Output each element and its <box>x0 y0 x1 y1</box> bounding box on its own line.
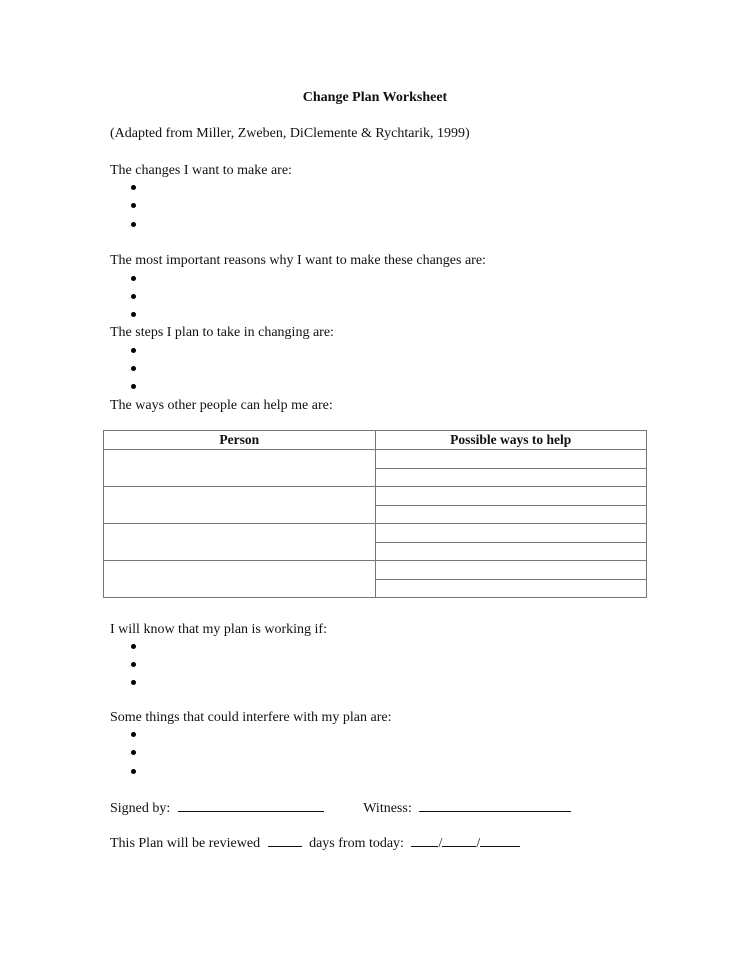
witness-field[interactable] <box>419 799 571 812</box>
review-year-field[interactable] <box>480 834 520 847</box>
bullet <box>131 276 136 281</box>
bullet <box>131 312 136 317</box>
header-ways-to-help: Possible ways to help <box>375 431 647 450</box>
bullet <box>131 384 136 389</box>
section-interfere-prompt: Some things that could interfere with my plan are: <box>110 710 392 725</box>
review-month-field[interactable] <box>411 834 438 847</box>
person-cell[interactable] <box>104 450 376 487</box>
bullet <box>131 294 136 299</box>
bullet <box>131 732 136 737</box>
header-person: Person <box>104 431 376 450</box>
help-cell[interactable] <box>375 579 647 598</box>
review-day-field[interactable] <box>442 834 476 847</box>
section-helpers-prompt: The ways other people can help me are: <box>110 398 333 413</box>
review-row <box>110 834 520 852</box>
review-prefix: This Plan will be reviewed <box>110 836 261 851</box>
section-changes-prompt: The changes I want to make are: <box>110 163 292 178</box>
person-cell[interactable] <box>104 524 376 561</box>
bullet <box>131 662 136 667</box>
bullet <box>131 750 136 755</box>
bullet <box>131 644 136 649</box>
person-cell[interactable] <box>104 561 376 598</box>
bullet <box>131 348 136 353</box>
date-separator: / <box>476 836 481 851</box>
person-cell[interactable] <box>104 487 376 524</box>
date-separator: / <box>438 836 443 851</box>
citation: (Adapted from Miller, Zweben, DiClemente & Rychtarik, 1999) <box>110 126 470 141</box>
help-cell[interactable] <box>375 542 647 561</box>
help-cell[interactable] <box>375 561 647 580</box>
helpers-table <box>103 430 647 598</box>
signed-by-field[interactable] <box>178 799 324 812</box>
bullet <box>131 222 136 227</box>
signature-row <box>110 799 571 817</box>
help-cell[interactable] <box>375 450 647 469</box>
review-middle: days from today: <box>309 836 404 851</box>
bullet <box>131 769 136 774</box>
help-cell[interactable] <box>375 524 647 543</box>
section-reasons-prompt: The most important reasons why I want to make these changes are: <box>110 253 486 268</box>
witness-label: Witness: <box>363 801 412 816</box>
help-cell[interactable] <box>375 505 647 524</box>
section-working-prompt: I will know that my plan is working if: <box>110 622 327 637</box>
help-cell[interactable] <box>375 487 647 506</box>
bullet <box>131 366 136 371</box>
signed-by-label: Signed by: <box>110 801 171 816</box>
page-title: Change Plan Worksheet <box>302 90 448 105</box>
bullet <box>131 185 136 190</box>
bullet <box>131 203 136 208</box>
help-cell[interactable] <box>375 468 647 487</box>
review-days-field[interactable] <box>268 834 302 847</box>
bullet <box>131 680 136 685</box>
section-steps-prompt: The steps I plan to take in changing are: <box>110 325 334 340</box>
